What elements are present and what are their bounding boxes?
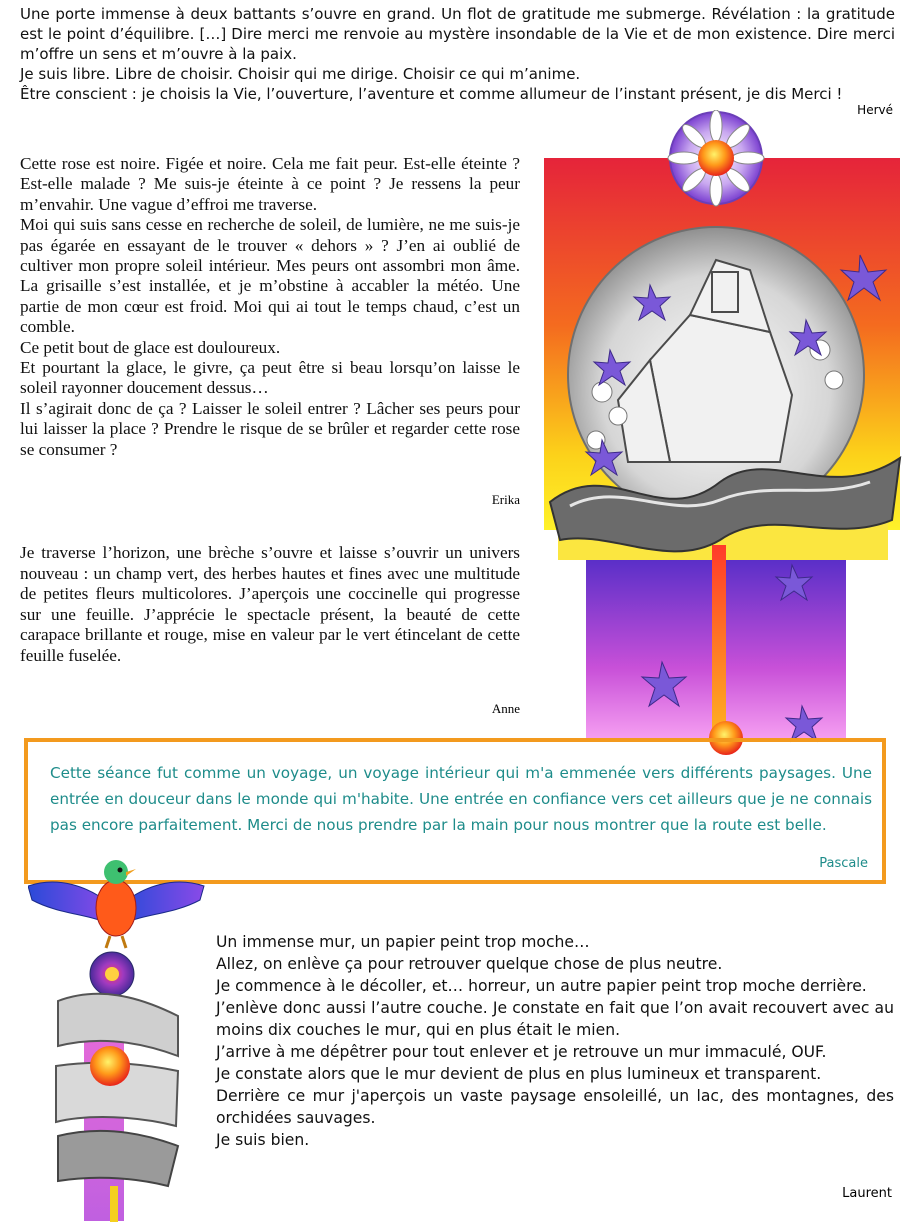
pascale-signature: Pascale [819, 856, 868, 871]
herve-text [20, 4, 895, 104]
erika-line: Et pourtant la glace, le givre, ça peut être si beau lorsqu’on laisse le soleil rayonner doucement dessus… [20, 358, 520, 398]
laurent-line: Un immense mur, un papier peint trop moche… [216, 933, 590, 951]
laurent-signature: Laurent [842, 1186, 892, 1201]
anne-paragraph: Je traverse l’horizon, une brèche s’ouvre et laisse s’ouvrir un univers nouveau : un champ vert, des herbes hautes et fines avec une multitude de petites fleurs multicolores. J’aperçois une coccinelle qui progresse sur une feuille. J’apprécie le spectacle présent, la beauté de cette carapace brillante et rouge, mise en valeur par le vert étincelant de cette feuille fuselée. [20, 543, 520, 665]
anne-signature: Anne [491, 701, 520, 716]
erika-line: Cette rose est noire. Figée et noire. Cela me fait peur. Est-elle éteinte ? Est-elle malade ? Me suis-je éteinte à ce point ? Je ressens la peur m’envahir. Une vague d’effroi me traverse. [20, 154, 520, 214]
laurent-line: Je suis bien. [216, 1131, 310, 1149]
erika-text [20, 154, 520, 460]
herve-line: Être conscient : je choisis la Vie, l’ouverture, l’aventure et comme allumeur de l’instant présent, je dis Merci ! [20, 85, 843, 103]
erika-line: Ce petit bout de glace est douloureux. [20, 337, 281, 357]
erika-line: Il s’agirait donc de ça ? Laisser le soleil entrer ? Lâcher ses peurs pour lui laisser la place ? Prendre le risque de se brûler et regarder cette rose se consumer ? [20, 398, 520, 459]
laurent-text [216, 931, 894, 1151]
laurent-line: Derrière ce mur j'aperçois un vaste paysage ensoleillé, un lac, des montagnes, des orchidées sauvages. [216, 1087, 894, 1127]
laurent-line: J’enlève donc aussi l’autre couche. Je constate en fait que l’on avait recouvert avec au moins dix couches le mur, qui en plus était le mien. [216, 999, 894, 1039]
laurent-line: J’arrive à me dépêtrer pour tout enlever et je retrouve un mur immaculé, OUF. [216, 1043, 827, 1061]
erika-line: Moi qui suis sans cesse en recherche de soleil, de lumière, ne me suis-je pas égarée en essayant de le trouver « dehors » ? J’en ai oublié de cultiver mon propre soleil intérieur. Mes peurs ont assombri mon âme. La grisaille s’est installée, et je m’obstine à accabler la météo. Une partie de mon cœur est froid. Moi qui ai tout le temps chaud, c’est un comble. [20, 215, 520, 337]
anne-text [20, 543, 520, 667]
collage-illustration-left [28, 856, 208, 1226]
laurent-line: Je commence à le décoller, et… horreur, un autre papier peint trop moche derrière. [216, 977, 867, 995]
laurent-line: Je constate alors que le mur devient de plus en plus lumineux et transparent. [216, 1065, 822, 1083]
laurent-line: Allez, on enlève ça pour retrouver quelque chose de plus neutre. [216, 955, 723, 973]
erika-signature: Erika [491, 492, 520, 507]
pascale-text: Cette séance fut comme un voyage, un voyage intérieur qui m'a emmenée vers différents paysages. Une entrée en douceur dans le monde qui m'habite. Une entrée en confiance vers cet ailleurs que je ne connais pas encore parfaitement. Merci de nous prendre par la main pour nous montrer que la route est belle. [50, 764, 872, 834]
collage-illustration-right [530, 110, 915, 760]
herve-signature: Hervé [857, 103, 893, 117]
herve-line: Je suis libre. Libre de choisir. Choisir qui me dirige. Choisir ce qui m’anime. [20, 65, 581, 83]
herve-line: Une porte immense à deux battants s’ouvre en grand. Un flot de gratitude me submerge. Révélation : la gratitude est le point d’équilibre. […] Dire merci me renvoie au mystère insondable de la Vie et de mon existence. Dire merci m’offre un sens et m’ouvre à la paix. [20, 5, 895, 63]
